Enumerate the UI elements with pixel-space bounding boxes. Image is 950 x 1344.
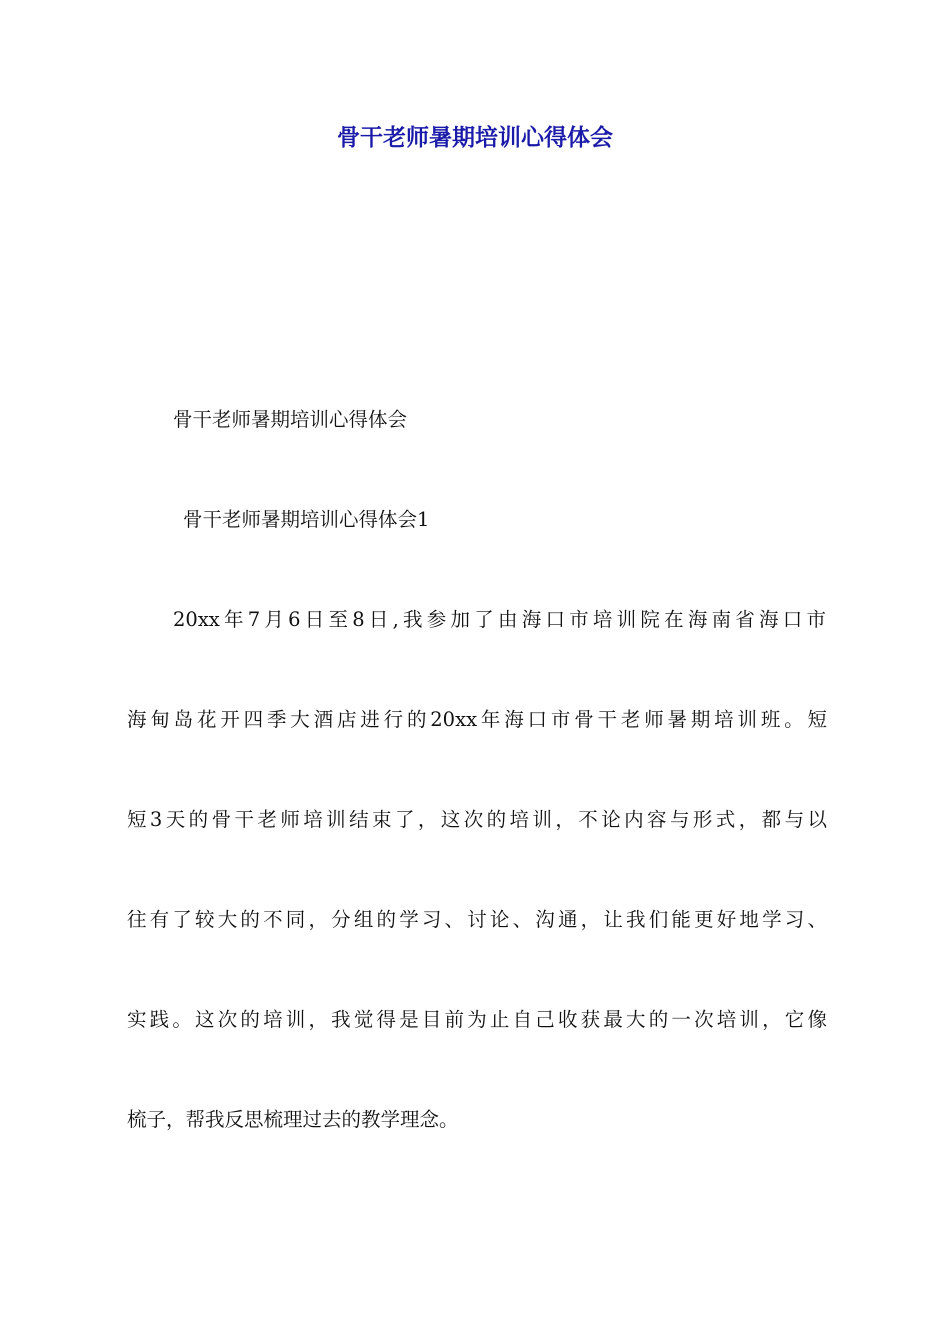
section-heading: 骨干老师暑期培训心得体会 — [173, 408, 408, 431]
paragraph-line: 梳子，帮我反思梳理过去的教学理念。 — [127, 1108, 459, 1131]
section-subheading: 骨干老师暑期培训心得体会1 — [183, 508, 430, 531]
paragraph-line: 往有了较大的不同，分组的学习、讨论、沟通，让我们能更好地学习、 — [127, 908, 827, 931]
document-title: 骨干老师暑期培训心得体会 — [337, 125, 613, 151]
paragraph-line: 短3天的骨干老师培训结束了，这次的培训，不论内容与形式，都与以 — [127, 808, 827, 831]
paragraph-line: 海甸岛花开四季大酒店进行的20xx年海口市骨干老师暑期培训班。短 — [127, 708, 827, 731]
paragraph-line: 20xx年7月6日至8日,我参加了由海口市培训院在海南省海口市 — [173, 608, 826, 631]
paragraph-line: 实践。这次的培训，我觉得是目前为止自己收获最大的一次培训，它像 — [127, 1008, 827, 1031]
